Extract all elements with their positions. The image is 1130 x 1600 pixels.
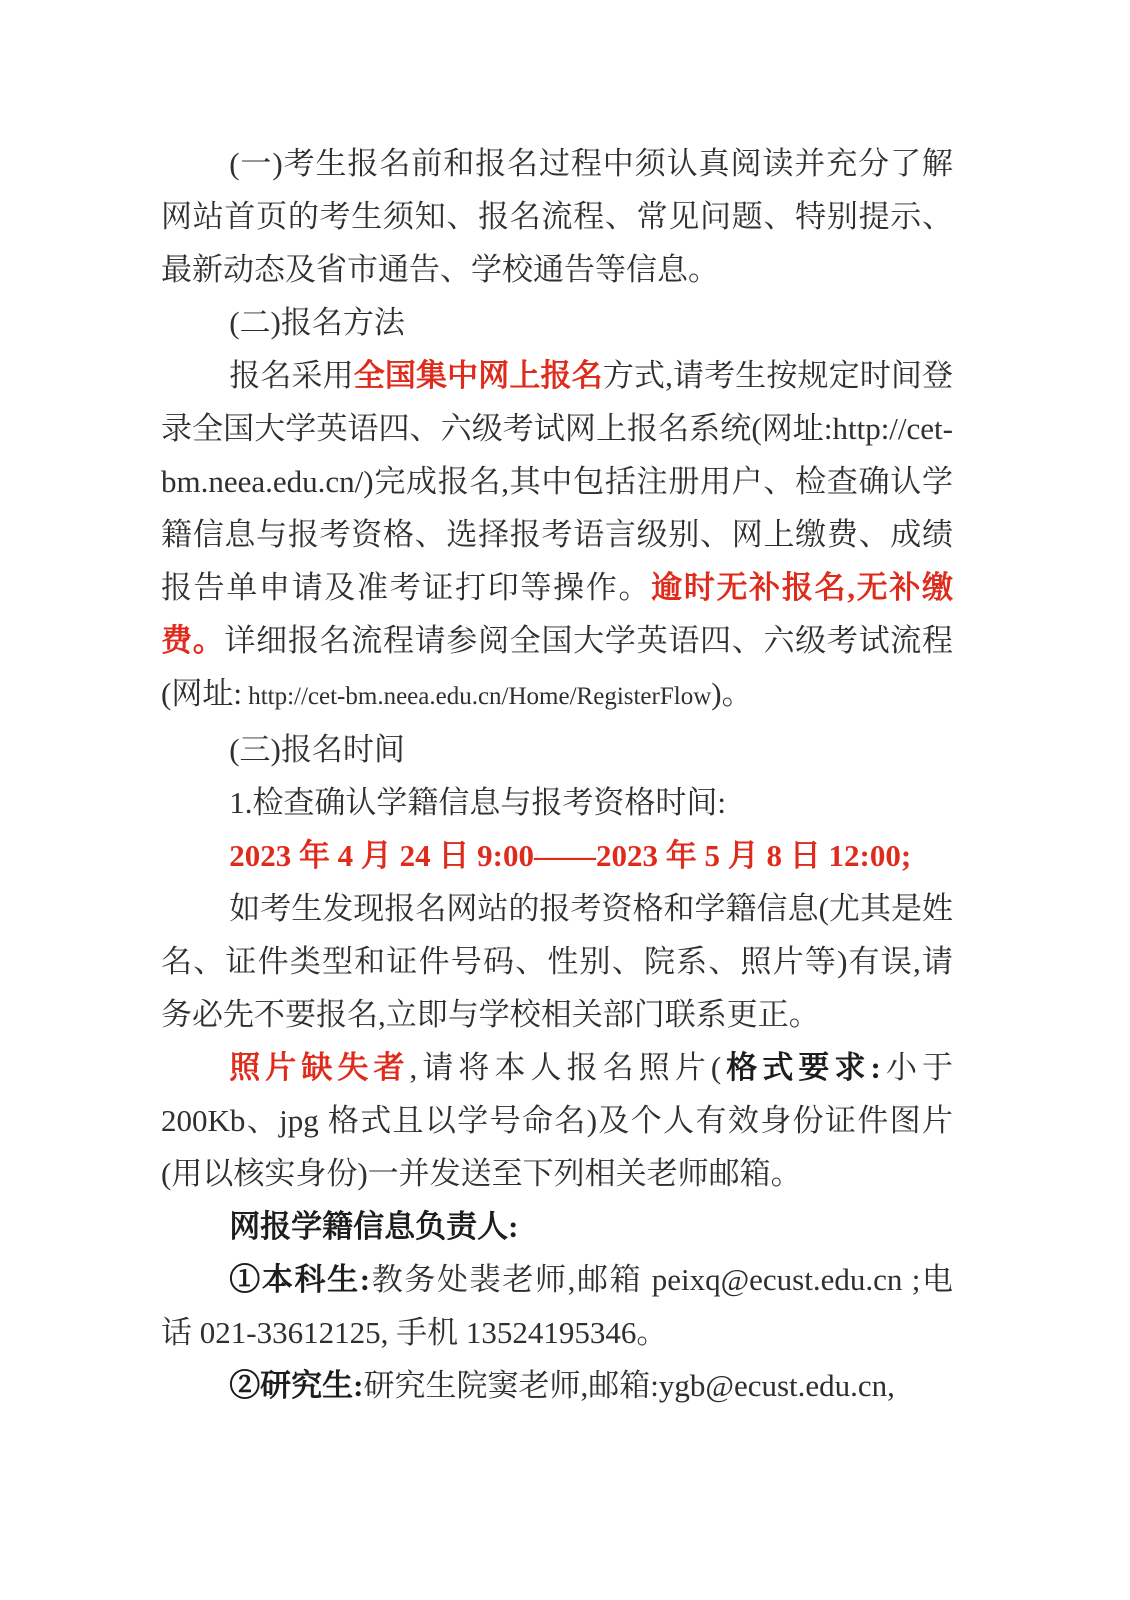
paragraph (161, 882, 953, 1041)
contact-section-heading: 网报学籍信息负责人: (229, 1209, 519, 1244)
highlight-missing-photo: 照片缺失者 (229, 1050, 410, 1085)
paragraph (161, 296, 953, 349)
paragraph (161, 1200, 953, 1253)
qualification-check-date-range: 2023 年 4 月 24 日 9:00——2023 年 5 月 8 日 12:00; (229, 838, 912, 873)
text-run: 详细报名流程请参阅全国大学英语四、六级考试流程(网址: (161, 623, 954, 711)
undergraduate-email: peixq@ecust.edu.cn (651, 1262, 903, 1297)
register-flow-url: http://cet-bm.neea.edu.cn/Home/RegisterFlow (241, 683, 712, 710)
text-run: 方式,请考生按规定时间登录全国大学英语四、六级考试网上报名系统(网址: (161, 358, 954, 446)
paragraph (161, 829, 953, 882)
text-run: ,请将本人报名照片( (409, 1050, 722, 1085)
text-run: )。 (711, 676, 753, 711)
graduate-email: ygb@ecust.edu.cn (658, 1368, 888, 1403)
paragraph (161, 1359, 953, 1412)
text-run: 研究生院窦老师,邮箱: (363, 1368, 659, 1403)
text-run: 1.检查确认学籍信息与报考资格时间: (229, 785, 727, 820)
undergraduate-label: ①本科生: (229, 1262, 371, 1297)
text-run: ;电话 021-33612125, 手机 13524195346。 (161, 1262, 953, 1350)
text-run: , (887, 1368, 895, 1403)
paragraph (161, 1041, 953, 1200)
text-run: (二)报名方法 (229, 305, 405, 340)
text-run: 报名采用 (229, 358, 354, 393)
text-run: 如考生发现报名网站的报考资格和学籍信息(尤其是姓名、证件类型和证件号码、性别、院系、照片等)有误,请务必先不要报名,立即与学校相关部门联系更正。 (161, 891, 953, 1032)
highlight-national-online-registration: 全国集中网上报名 (353, 358, 603, 393)
text-run: 教务处裴老师,邮箱 (370, 1262, 652, 1297)
text-run: )完成报名,其中包括注册用户、检查确认学籍信息与报考资格、选择报考语言级别、网上缴费、成绩报告单申请及准考证打印等操作。 (161, 464, 953, 605)
paragraph (161, 776, 953, 829)
registration-system-url: http://cet-bm.neea.edu.cn/ (161, 411, 953, 499)
graduate-label: ②研究生: (229, 1368, 364, 1403)
paragraph (161, 137, 953, 296)
paragraph (161, 349, 953, 723)
text-run: 小于 200Kb、jpg 格式且以学号命名)及个人有效身份证件图片(用以核实身份)一并发送至下列相关老师邮箱。 (161, 1050, 954, 1191)
highlight-no-late-registration: 逾时无补报名,无补缴费。 (161, 570, 953, 658)
document-body (161, 137, 953, 1412)
text-run: (一)考生报名前和报名过程中须认真阅读并充分了解网站首页的考生须知、报名流程、常见问题、特别提示、最新动态及省市通告、学校通告等信息。 (161, 146, 953, 287)
paragraph (161, 723, 953, 776)
format-requirement-label: 格式要求: (721, 1050, 881, 1085)
text-run: (三)报名时间 (229, 732, 405, 767)
paragraph (161, 1253, 953, 1359)
